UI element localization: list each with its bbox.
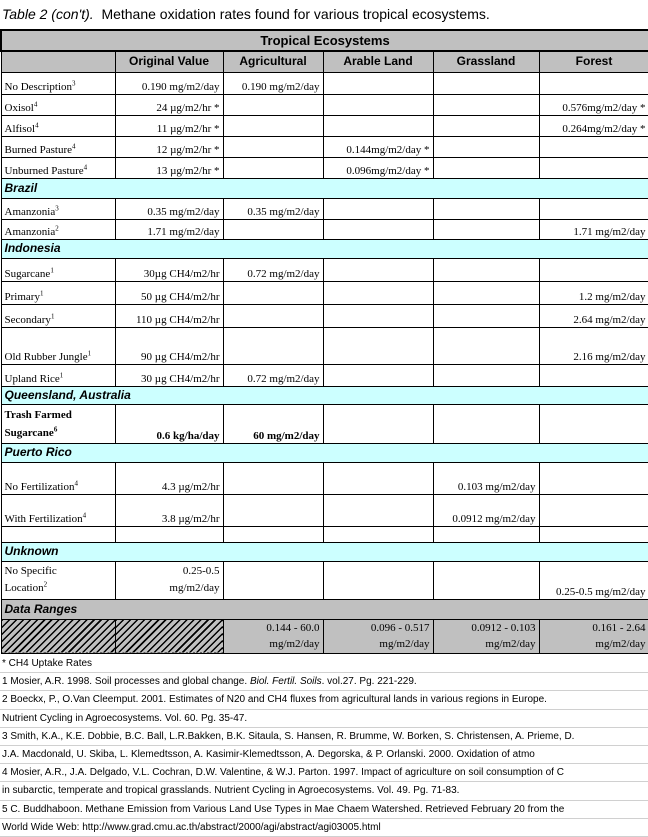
row-label: Old Rubber Jungle	[4, 350, 88, 363]
section-queensland: Queensland, Australia	[1, 386, 648, 404]
section-unknown: Unknown	[1, 542, 648, 561]
row-label: No Specific	[4, 565, 57, 577]
range-grassland: 0.0912 - 0.103	[471, 622, 536, 634]
cell-original: 4.3 µg/m2/hr	[115, 462, 223, 494]
table-row	[1, 462, 648, 494]
cell-grassland: 0.103 mg/m2/day	[433, 462, 539, 494]
table-row	[1, 561, 648, 599]
cell-original: 110 µg CH4/m2/hr	[115, 304, 223, 327]
ref-sup: 4	[74, 478, 78, 487]
row-label: Oxisol	[4, 101, 34, 114]
cell-original: 50 µg CH4/m2/hr	[115, 281, 223, 304]
footnote-1-journal: Biol. Fertil. Soils	[249, 676, 322, 688]
cell-original: 3.8 µg/m2/hr	[115, 494, 223, 526]
row-label: Primary	[4, 290, 40, 303]
table-row	[1, 258, 648, 281]
footnote-star: * CH4 Uptake Rates	[0, 655, 648, 673]
ref-sup: 6	[53, 424, 58, 433]
footnote-3-cont: J.A. Macdonald, U. Skiba, L. Klemedtsson, A. Kasimir-Klemedtsson, A. Degorska, & P. Orlanski. 2000. Oxidation of atmo	[0, 746, 648, 764]
section-brazil: Brazil	[1, 178, 648, 198]
spacer-row	[1, 526, 648, 542]
methane-table	[0, 29, 648, 654]
footnote-3: 3 Smith, K.A., K.E. Dobbie, B.C. Ball, L.R.Bakken, B.K. Sitaula, S. Hansen, R. Brumme, W. Borken, S. Christensen, A. Prieme, D.	[0, 728, 648, 746]
row-label: With Fertilization	[4, 512, 83, 525]
table-row	[1, 219, 648, 239]
row-label-cont: Location	[4, 582, 44, 594]
footnote-4: 4 Mosier, A.R., J.A. Delgado, V.L. Cochran, D.W. Valentine, & W.J. Parton. 1997. Impact of agriculture on soil consumption of C	[0, 764, 648, 782]
cell-forest: 2.64 mg/m2/day	[539, 304, 648, 327]
row-label-cont: Sugarcane	[4, 426, 54, 439]
cell-original: 1.71 mg/m2/day	[115, 219, 223, 239]
table-row	[1, 364, 648, 386]
table-row	[1, 404, 648, 443]
cell-original: 0.35 mg/m2/day	[115, 198, 223, 219]
table-row	[1, 494, 648, 526]
cell-original: 0.6 kg/ha/day	[115, 404, 223, 443]
footnote-5-cont: World Wide Web: http://www.grad.cmu.ac.th/abstract/2000/agi/abstract/agi03005.html	[0, 819, 648, 837]
cell-forest: 1.71 mg/m2/day	[539, 219, 648, 239]
table-row	[1, 94, 648, 115]
caption-text: Methane oxidation rates found for various tropical ecosystems.	[101, 6, 490, 22]
ref-sup: 4	[83, 162, 88, 171]
row-label: Amanzonia	[4, 205, 56, 218]
table-row	[1, 304, 648, 327]
footnote-1	[0, 673, 648, 691]
cell-forest: 0.576mg/m2/day *	[539, 94, 648, 115]
ref-sup: 3	[72, 78, 76, 87]
cell-agricultural: 0.72 mg/m2/day	[223, 258, 323, 281]
row-label: Secondary	[4, 313, 51, 326]
ref-sup: 1	[59, 370, 64, 379]
table-row	[1, 136, 648, 157]
section-row	[1, 178, 648, 198]
section-row	[1, 542, 648, 561]
cell-forest: 1.2 mg/m2/day	[539, 281, 648, 304]
ref-sup: 1	[87, 348, 92, 357]
range-unit: mg/m2/day	[379, 638, 430, 650]
ranges-row	[1, 619, 648, 653]
header-forest: Forest	[539, 51, 648, 72]
column-headers	[1, 51, 648, 72]
header-arable: Arable Land	[323, 51, 433, 72]
table-title: Tropical Ecosystems	[1, 30, 648, 51]
header-blank	[1, 51, 115, 72]
table-row	[1, 157, 648, 178]
cell-original-unit: mg/m2/day	[169, 582, 220, 594]
ref-sup: 1	[39, 288, 44, 297]
section-row	[1, 386, 648, 404]
footnote-4-cont: in subarctic, temperate and tropical grasslands. Nutrient Cycling in Agroecosystems. Vol. 49. Pg. 71-83.	[0, 782, 648, 800]
ref-sup: 1	[50, 265, 54, 274]
section-row	[1, 599, 648, 619]
range-arable: 0.096 - 0.517	[370, 622, 430, 634]
section-indonesia: Indonesia	[1, 239, 648, 258]
cell-original: 90 µg CH4/m2/hr	[115, 327, 223, 364]
range-unit: mg/m2/day	[269, 638, 320, 650]
header-original: Original Value	[115, 51, 223, 72]
range-agricultural: 0.144 - 60.0	[266, 622, 320, 634]
cell-original: 0.190 mg/m2/day	[115, 72, 223, 94]
row-label: Sugarcane	[4, 267, 51, 280]
ref-sup: 4	[72, 141, 76, 150]
row-label: No Description	[4, 80, 73, 93]
footnotes	[0, 655, 648, 837]
cell-original: 30µg CH4/m2/hr	[115, 258, 223, 281]
caption-prefix: Table 2 (con't).	[2, 6, 94, 22]
section-row	[1, 443, 648, 462]
ref-sup: 2	[55, 223, 59, 232]
row-label: Unburned Pasture	[4, 164, 84, 177]
table-row	[1, 115, 648, 136]
table-row	[1, 198, 648, 219]
cell-agricultural: 0.190 mg/m2/day	[223, 72, 323, 94]
cell-forest: 0.25-0.5 mg/m2/day	[539, 561, 648, 599]
header-grassland: Grassland	[433, 51, 539, 72]
cell-agricultural: 0.72 mg/m2/day	[223, 364, 323, 386]
cell-original: 24 µg/m2/hr *	[115, 94, 223, 115]
row-label: Alfisol	[4, 122, 36, 135]
cell-agricultural: 60 mg/m2/day	[223, 404, 323, 443]
row-label: Upland Rice	[4, 372, 60, 385]
cell-arable: 0.144mg/m2/day *	[323, 136, 433, 157]
ref-sup: 4	[33, 99, 38, 108]
hatched-cell	[1, 619, 115, 653]
cell-arable: 0.096mg/m2/day *	[323, 157, 433, 178]
cell-agricultural: 0.35 mg/m2/day	[223, 198, 323, 219]
row-label: Amanzonia	[4, 225, 56, 238]
cell-original: 12 µg/m2/hr *	[115, 136, 223, 157]
cell-original: 11 µg/m2/hr *	[115, 115, 223, 136]
header-agricultural: Agricultural	[223, 51, 323, 72]
section-row	[1, 239, 648, 258]
cell-grassland: 0.0912 mg/m2/day	[433, 494, 539, 526]
cell-forest: 2.16 mg/m2/day	[539, 327, 648, 364]
table-row	[1, 281, 648, 304]
table-row	[1, 72, 648, 94]
footnote-2-cont: Nutrient Cycling in Agroecosystems. Vol. 60. Pg. 35-47.	[0, 710, 648, 728]
ref-sup: 2	[43, 580, 48, 589]
ref-sup: 4	[82, 510, 87, 519]
ref-sup: 4	[35, 120, 39, 129]
footnote-2: 2 Boeckx, P., O.Van Cleemput. 2001. Estimates of N20 and CH4 fluxes from agricultural lands in various regions in Europe.	[0, 691, 648, 709]
row-label: Burned Pasture	[4, 143, 73, 156]
table-caption	[2, 6, 648, 26]
range-forest: 0.161 - 2.64	[592, 622, 646, 634]
section-puerto-rico: Puerto Rico	[1, 443, 648, 462]
range-unit: mg/m2/day	[595, 638, 646, 650]
section-data-ranges: Data Ranges	[1, 599, 648, 619]
cell-original: 0.25-0.5	[182, 565, 220, 577]
hatched-cell	[115, 619, 223, 653]
table-row	[1, 327, 648, 364]
cell-forest: 0.264mg/m2/day *	[539, 115, 648, 136]
footnote-5: 5 C. Buddhaboon. Methane Emission from Various Land Use Types in Mae Chaem Watershed. Retrieved February 20 from the	[0, 801, 648, 819]
footnote-1-tail: . vol.27. Pg. 221-229.	[321, 676, 417, 688]
cell-original: 30 µg CH4/m2/hr	[115, 364, 223, 386]
row-label: Trash Farmed	[4, 408, 72, 421]
ref-sup: 1	[50, 311, 55, 320]
range-unit: mg/m2/day	[485, 638, 536, 650]
cell-original: 13 µg/m2/hr *	[115, 157, 223, 178]
row-label: No Fertilization	[4, 480, 75, 493]
ref-sup: 3	[55, 203, 59, 212]
footnote-1-text: 1 Mosier, A.R. 1998. Soil processes and global change.	[2, 676, 248, 688]
